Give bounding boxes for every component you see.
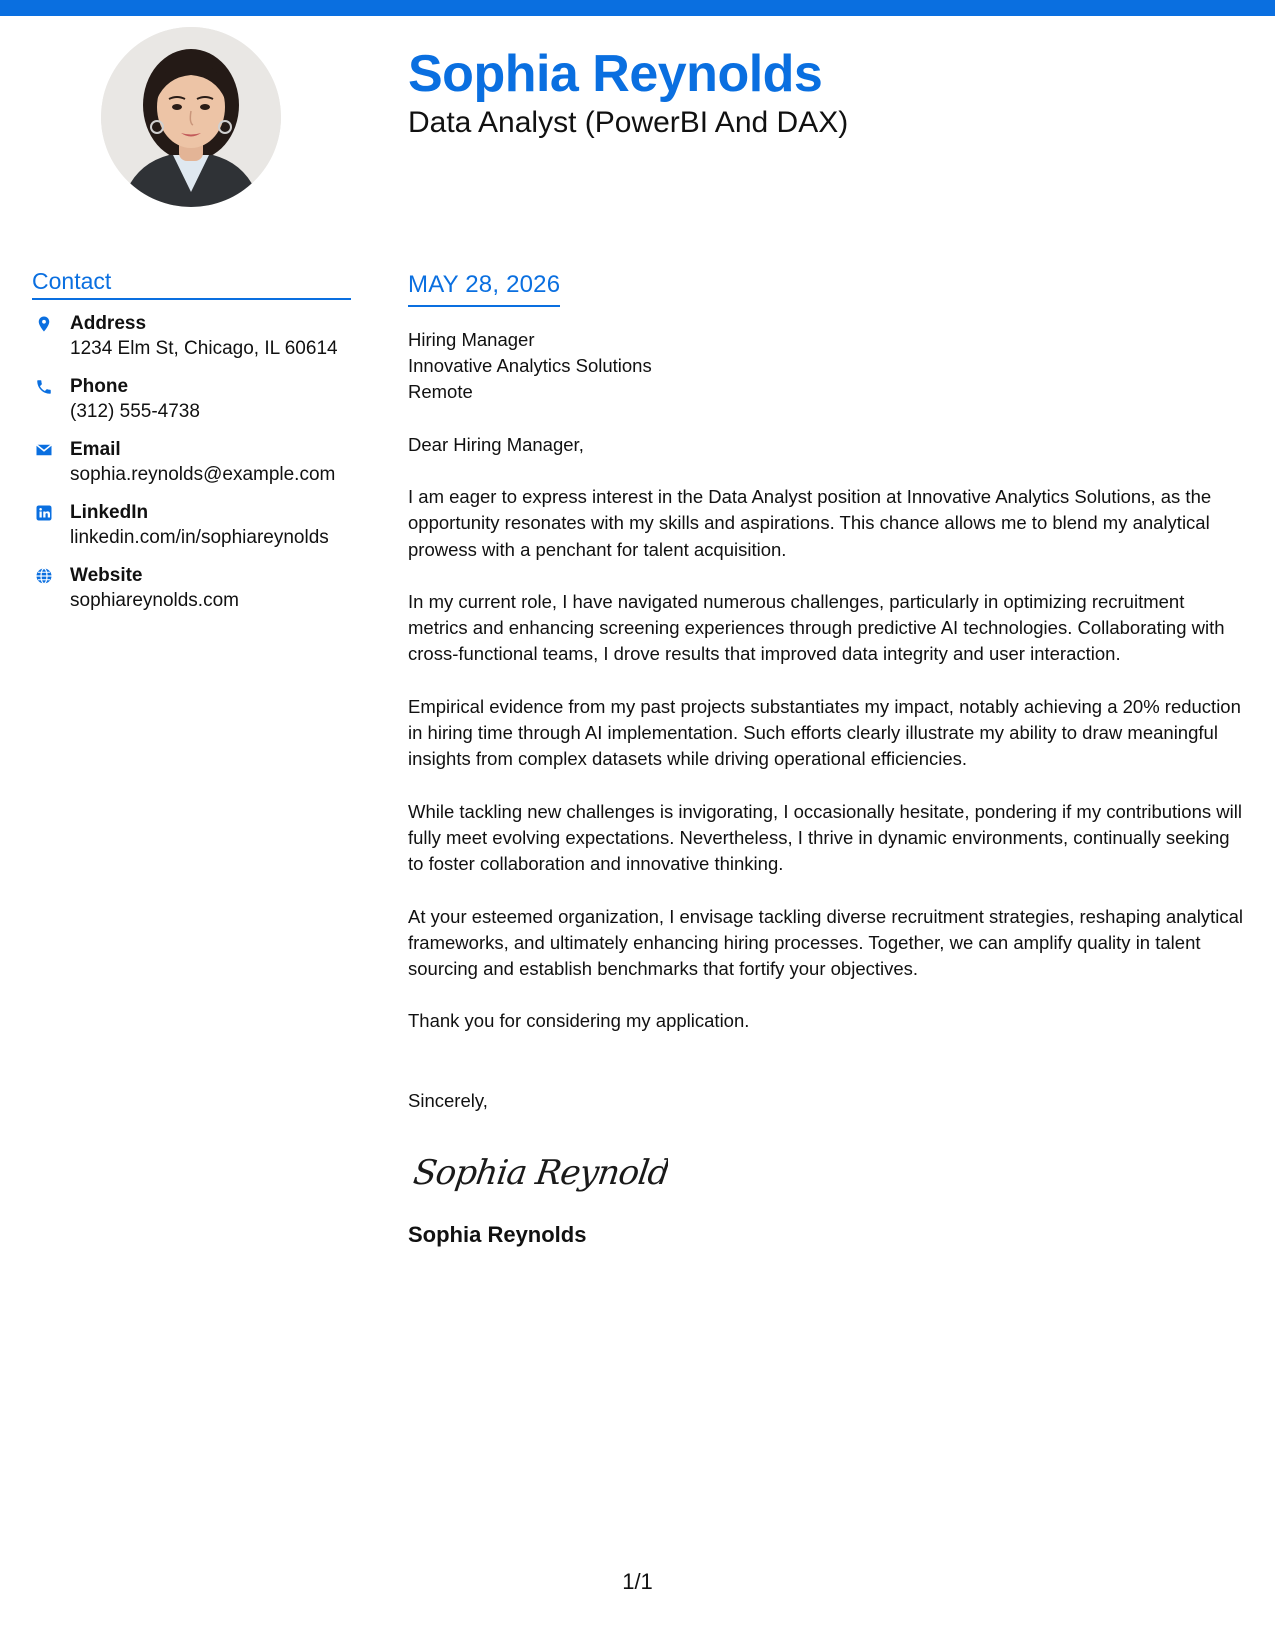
top-accent-bar (0, 0, 1275, 16)
contact-label: Address (70, 313, 147, 334)
linkedin-icon (35, 504, 53, 522)
recipient-line: Innovative Analytics Solutions (408, 355, 652, 376)
contact-label: Phone (70, 376, 129, 397)
contact-item-website (32, 564, 351, 614)
closing: Sincerely, (408, 1089, 488, 1111)
contact-item-address (32, 312, 351, 362)
letter-date: MAY 28, 2026 (408, 268, 560, 307)
body-paragraph: Thank you for considering my application. (408, 1010, 750, 1032)
recipient-line: Hiring Manager (408, 329, 535, 350)
body-paragraph: While tackling new challenges is invigorating, I occasionally hesitate, pondering if my contributions will fully meet evolving expectations. Nevertheless, I thrive in dynamic environments, continually seeking to foster collaboration and innovative thinking. (408, 800, 1242, 875)
portrait-photo (101, 27, 281, 207)
globe-icon (35, 567, 53, 585)
avatar (101, 27, 281, 207)
contact-value[interactable]: sophiareynolds.com (70, 590, 239, 611)
contact-sidebar (32, 266, 351, 627)
contact-item-email (32, 438, 351, 488)
body-paragraph: In my current role, I have navigated numerous challenges, particularly in optimizing recruitment metrics and enhancing screening experiences through predictive AI technologies. Collaborating with cross-functional teams, I drove results that improved data integrity and user interaction. (408, 590, 1225, 665)
header (408, 44, 1228, 142)
contact-item-linkedin (32, 501, 351, 551)
contact-section-title: Contact (32, 266, 351, 300)
contact-list (32, 312, 351, 614)
applicant-name: Sophia Reynolds (408, 45, 823, 103)
page-number: 1/1 (622, 1569, 653, 1594)
recipient-block (408, 327, 1248, 405)
envelope-icon (35, 441, 53, 459)
body-paragraph: At your esteemed organization, I envisage tackling diverse recruitment strategies, reshaping analytical frameworks, and ultimately enhancing hiring processes. Together, we can amplify quality in talent sourcing and establish benchmarks that fortify your objectives. (408, 905, 1243, 980)
salutation: Dear Hiring Manager, (408, 434, 584, 455)
phone-icon (35, 378, 53, 396)
handwritten-signature (408, 1142, 668, 1202)
contact-value: 1234 Elm St, Chicago, IL 60614 (70, 338, 338, 359)
body-paragraph: Empirical evidence from my past projects substantiates my impact, notably achieving a 20% reduction in hiring time through AI implementation. Such efforts clearly illustrate my ability to draw meaningful insights from complex datasets while driving operational efficiencies. (408, 695, 1241, 770)
signer-name: Sophia Reynolds (408, 1221, 587, 1247)
recipient-line: Remote (408, 381, 473, 402)
map-pin-icon (35, 315, 53, 333)
contact-value: (312) 555-4738 (70, 401, 200, 422)
contact-value[interactable]: linkedin.com/in/sophiareynolds (70, 527, 329, 548)
job-title: Data Analyst (PowerBI And DAX) (408, 106, 849, 139)
contact-label: LinkedIn (70, 502, 149, 523)
contact-label: Email (70, 439, 121, 460)
body-paragraph: I am eager to express interest in the Data Analyst position at Innovative Analytics Solutions, as the opportunity resonates with my skills and aspirations. This chance allows me to blend my analytical prowess with a penchant for talent acquisition. (408, 486, 1212, 560)
contact-item-phone (32, 375, 351, 425)
letter-body (408, 268, 1248, 1249)
contact-label: Website (70, 565, 143, 586)
svg-text:Sophia Reynolds: Sophia Reynolds (410, 1152, 668, 1193)
contact-value[interactable]: sophia.reynolds@example.com (70, 464, 336, 485)
